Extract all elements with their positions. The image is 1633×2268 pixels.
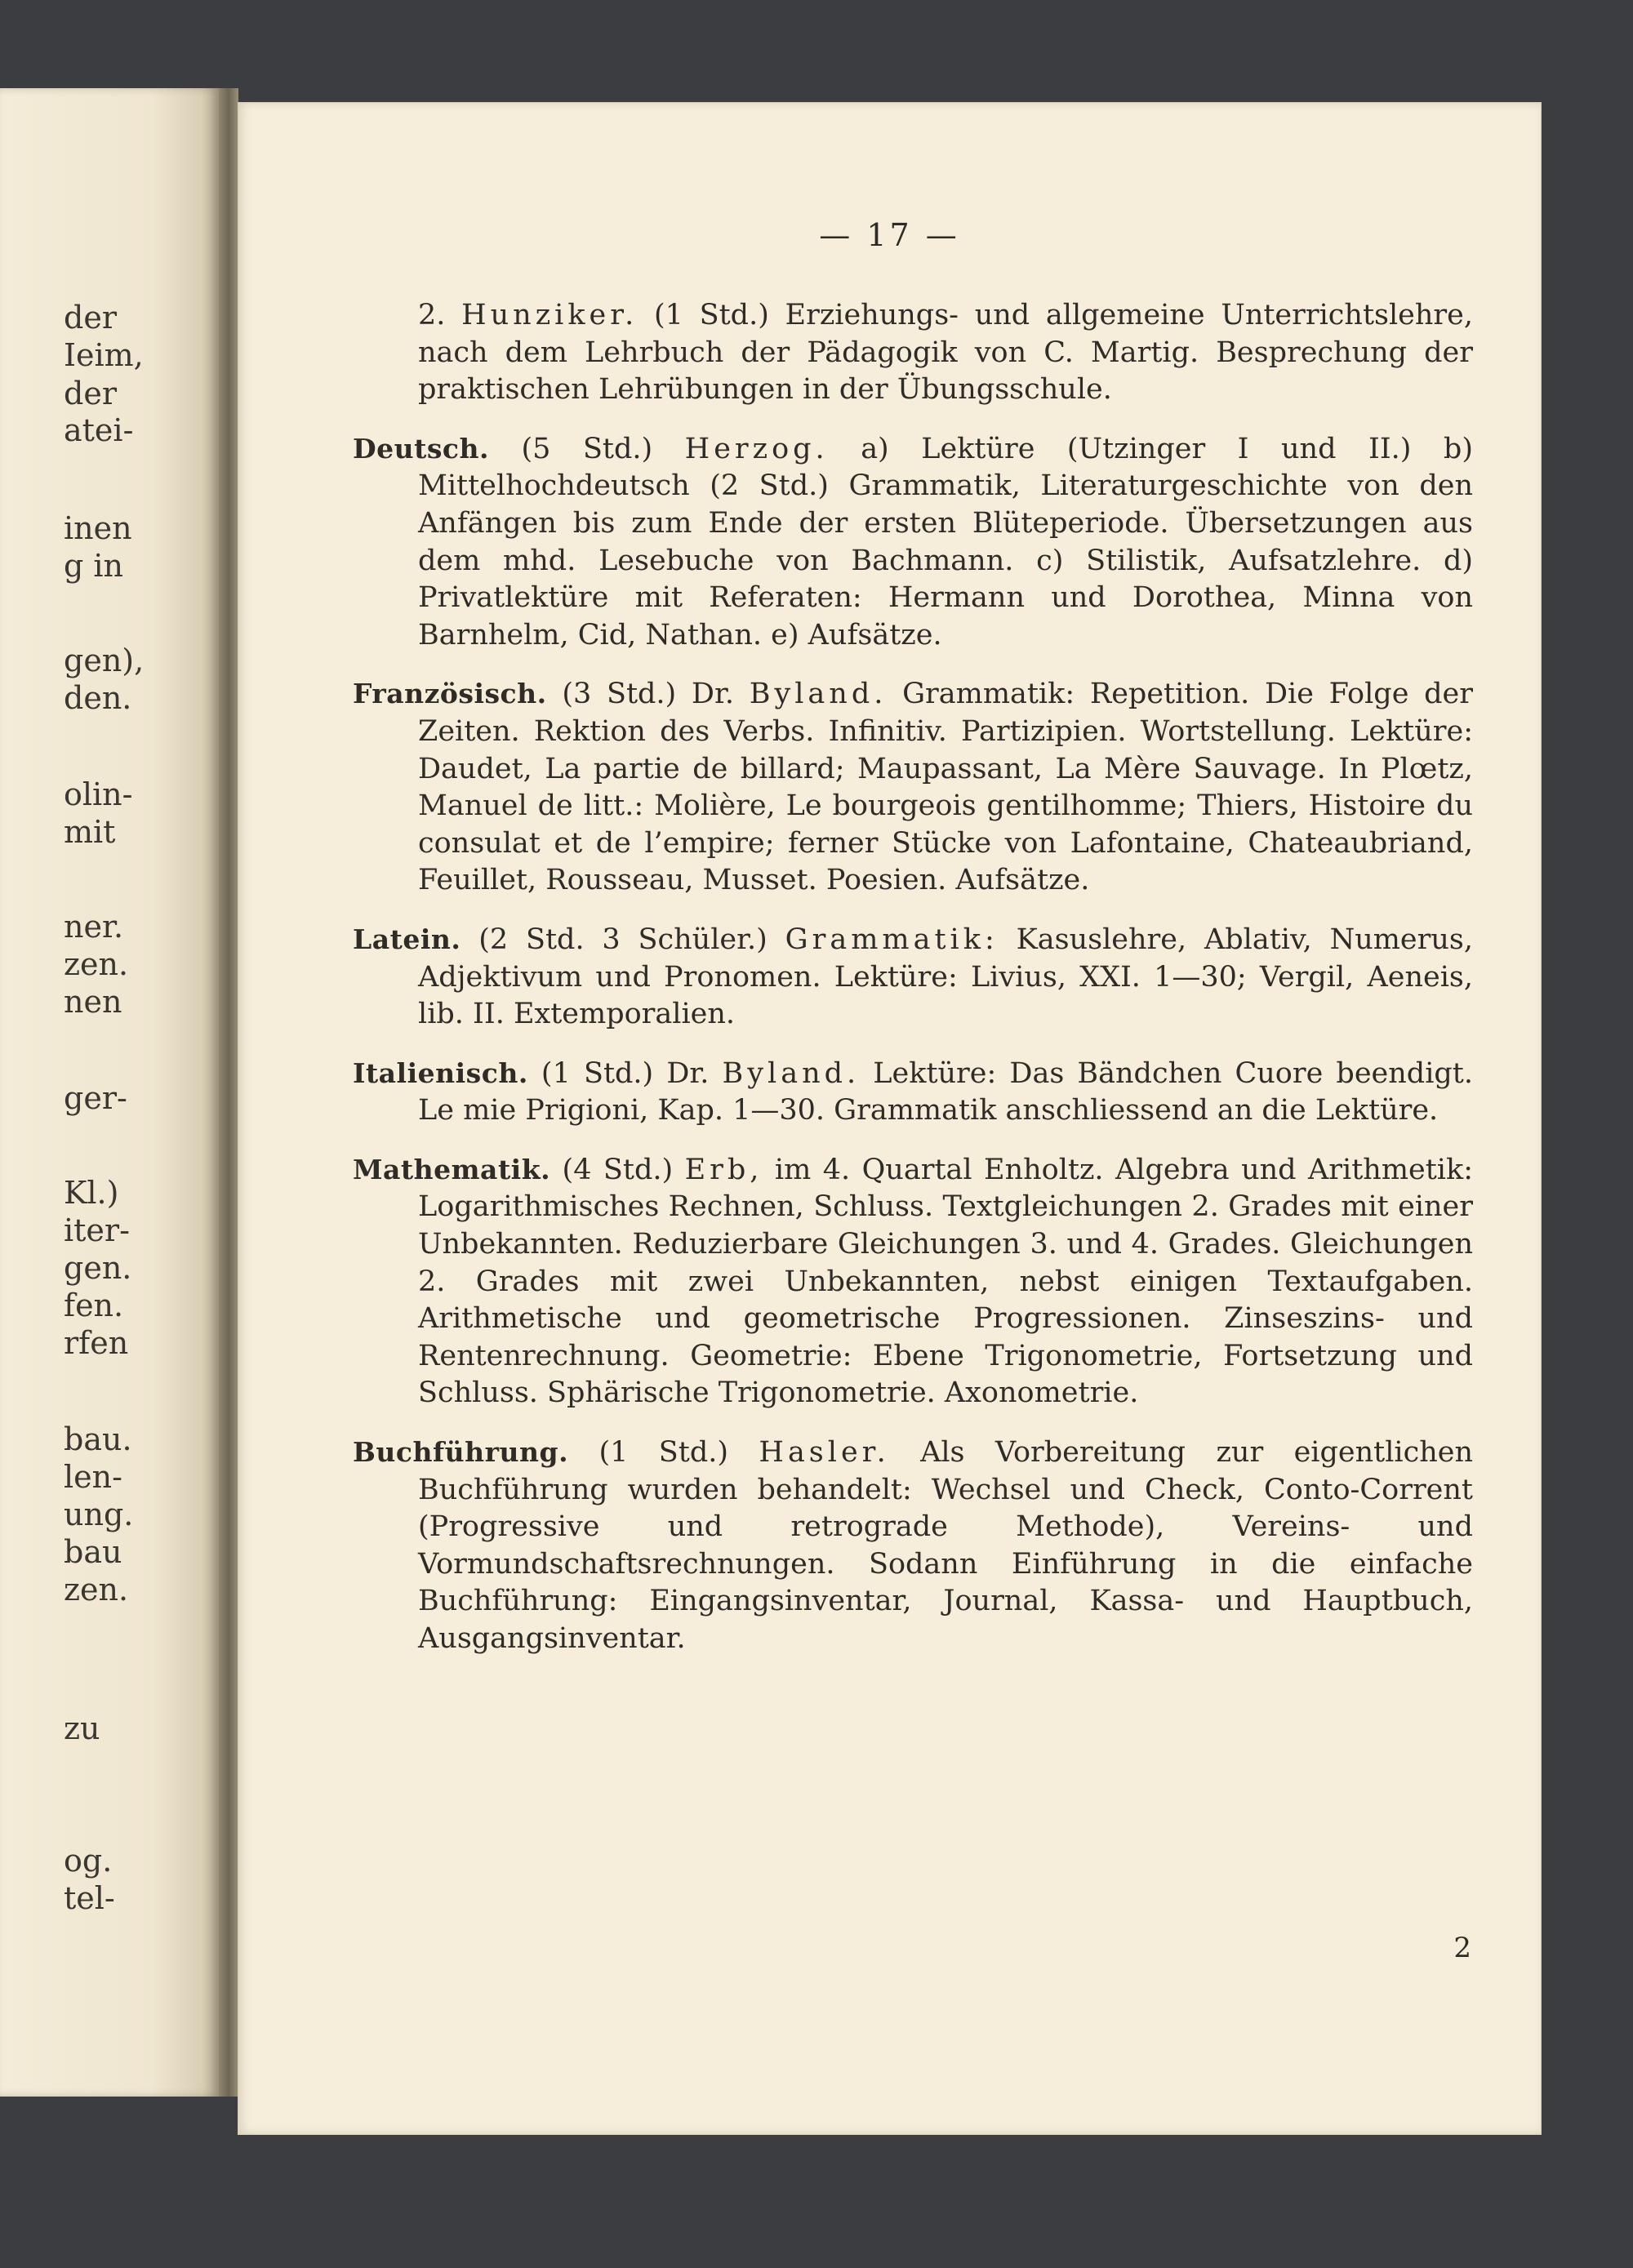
intro-paragraph (353, 297, 1473, 409)
section-mathematik (353, 1151, 1473, 1412)
left-fragment: zen. (64, 946, 129, 982)
left-fragment: og. (64, 1843, 113, 1879)
section-deutsch (353, 430, 1473, 655)
left-fragment: mit (64, 814, 116, 850)
section-teacher: Erb, (684, 1153, 763, 1186)
left-fragment: bau (64, 1534, 122, 1570)
intro-teacher: Hunziker. (461, 299, 639, 331)
section-text: im 4. Quartal Enholtz. Algebra und Arithmetik: Logarithmisches Rechnen, Schluss. Textgleichungen 2. Grades mit einer Unbekannten. Reduzierbare Gleichungen 3. und 4. Grades. Gleichungen 2. Grades mit zwei Unbekannten, nebst einigen Textaufgaben. Arithmetische und geometrische Progressionen. Zinseszins- und Rentenrechnung. Geometrie: Ebene Trigonometrie, Fortsetzung und Schluss. Sphärische Trigonometrie. Axonometrie. (418, 1153, 1473, 1410)
book-gutter (219, 88, 238, 2097)
section-text: Grammatik: Repetition. Die Folge der Zeiten. Rektion des Verbs. Infinitiv. Partizipien. Wortstellung. Lektüre: Daudet, La partie de billard; Maupassant, La Mère Sauvage. In Plœtz, Manuel de litt.: Molière, Le bourgeois gentilhomme; Thiers, Histoire du consulat et de l’empire; ferner Stücke von Lafontaine, Chateaubriand, Feuillet, Rousseau, Musset. Poesien. Aufsätze. (418, 678, 1473, 897)
intro-prefix: 2. (418, 299, 462, 331)
section-text: Als Vorbereitung zur eigentlichen Buchführung wurden behandelt: Wechsel und Check, Conto-Corrent (Progressive und retrograde Methode), Vereins- und Vormundschaftsrechnungen. Sodann Einführung in die einfache Buchführung: Eingangsinventar, Journal, Kassa- und Hauptbuch, Ausgangsinventar. (418, 1436, 1473, 1655)
section-lead: (1 Std.) Dr. (527, 1056, 723, 1090)
subject-heading: Deutsch. (353, 432, 490, 465)
left-fragment: fen. (64, 1287, 124, 1323)
left-fragment: len- (64, 1459, 122, 1495)
page-body (353, 297, 1473, 1658)
section-lead: (4 Std.) (550, 1153, 685, 1186)
section-teacher: Byland. (749, 678, 888, 711)
section-lead: (5 Std.) (489, 432, 685, 465)
section-buchfuehrung (353, 1434, 1473, 1658)
left-fragment: nen (64, 984, 122, 1020)
section-teacher: Byland. (722, 1056, 861, 1090)
right-page (238, 103, 1541, 2134)
left-fragment: der (64, 300, 117, 336)
left-fragment: iter- (64, 1212, 130, 1248)
left-fragment: atei- (64, 412, 134, 448)
left-fragment: tel- (64, 1880, 115, 1916)
left-fragment: ung. (64, 1496, 134, 1532)
left-fragment: zen. (64, 1572, 129, 1608)
subject-heading: Italienisch. (353, 1056, 528, 1089)
section-latein (353, 921, 1473, 1034)
subject-heading: Latein. (353, 923, 461, 955)
left-fragment: inen (64, 510, 132, 546)
subject-heading: Mathematik. (353, 1153, 551, 1185)
left-fragment: den. (64, 680, 132, 716)
left-fragment: gen. (64, 1250, 132, 1286)
section-lead: (2 Std. 3 Schüler.) (461, 923, 785, 956)
section-text: a) Lektüre (Utzinger I und II.) b) Mittelhochdeutsch (2 Std.) Grammatik, Literaturgeschichte von den Anfängen bis zum Ende der ersten Blüteperiode. Übersetzungen aus dem mhd. Lesebuche von Bachmann. c) Stilistik, Aufsatzlehre. d) Privatlektüre mit Referaten: Hermann und Dorothea, Minna von Barnhelm, Cid, Nathan. e) Aufsätze. (418, 432, 1473, 651)
section-lead: (1 Std.) (568, 1436, 759, 1470)
section-franzoesisch (353, 675, 1473, 900)
left-fragment: Kl.) (64, 1175, 119, 1211)
section-teacher: Herzog. (684, 432, 829, 465)
section-italienisch (353, 1055, 1473, 1130)
left-fragment: g in (64, 548, 124, 584)
section-lead: (3 Std.) Dr. (546, 678, 750, 711)
left-fragment: ner. (64, 909, 124, 945)
subject-heading: Buchführung. (353, 1436, 569, 1469)
left-fragment: olin- (64, 776, 133, 812)
signature-mark: 2 (1453, 1932, 1471, 1964)
left-fragment: bau. (64, 1421, 132, 1457)
section-teacher: Grammatik: (785, 923, 999, 956)
section-text: Kasuslehre, Ablativ, Numerus, Adjektivum und Pronomen. Lektüre: Livius, XXI. 1—30; Vergil, Aeneis, lib. II. Extemporalien. (418, 923, 1473, 1031)
left-fragment: ger- (64, 1080, 127, 1116)
left-fragment: der (64, 376, 117, 411)
subject-heading: Französisch. (353, 678, 547, 710)
section-teacher: Hasler. (759, 1436, 890, 1470)
left-fragment: rfen (64, 1325, 129, 1361)
intro-text: (1 Std.) Erziehungs- und allgemeine Unterrichtslehre, nach dem Lehrbuch der Pädagogik von C. Martig. Besprechung der praktischen Lehrübungen in der Übungsschule. (418, 299, 1473, 407)
section-text: Lektüre: Das Bändchen Cuore beendigt. Le mie Prigioni, Kap. 1—30. Grammatik anschliessend an die Lektüre. (418, 1056, 1474, 1127)
left-fragment: gen), (64, 643, 145, 678)
left-fragment: zu (64, 1710, 100, 1746)
left-fragment: Ieim, (64, 337, 144, 373)
page-number: — 17 — (819, 217, 960, 253)
left-page (0, 88, 219, 2097)
